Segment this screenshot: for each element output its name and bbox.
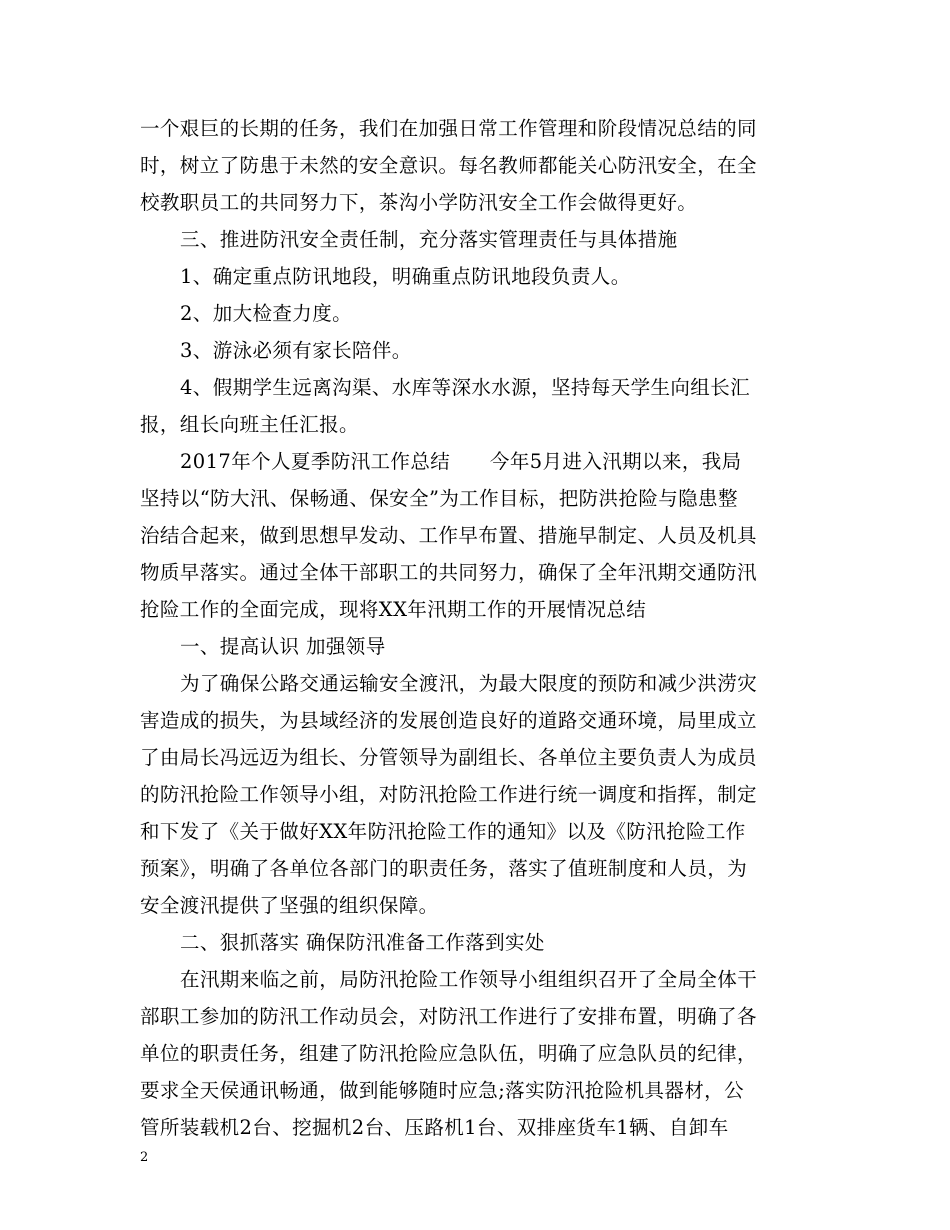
text-line: 时，树立了防患于未然的安全意识。每名教师都能关心防汛安全，在全 <box>140 154 757 177</box>
text-line: 预案》，明确了各单位各部门的职责任务，落实了值班制度和人员，为 <box>140 857 748 880</box>
text-line: 坚持以“防大汛、保畅通、保安全”为工作目标，把防洪抢险与隐患整 <box>140 487 738 510</box>
text-line: 单位的职责任务，组建了防汛抢险应急队伍，明确了应急队员的纪律， <box>140 1042 757 1065</box>
text-line: 为了确保公路交通运输安全渡汛，为最大限度的预防和减少洪涝灾 <box>180 672 758 695</box>
text-line: 在汛期来临之前，局防汛抢险工作领导小组组织召开了全局全体干 <box>180 968 758 991</box>
text-line: 2017年个人夏季防汛工作总结 今年5月进入汛期以来，我局 <box>180 450 742 473</box>
text-line: 要求全天侯通讯畅通，做到能够随时应急;落实防汛抢险机具器材，公 <box>140 1079 744 1102</box>
text-line: 报，组长向班主任汇报。 <box>140 413 359 436</box>
text-line: 抢险工作的全面完成，现将XX年汛期工作的开展情况总结 <box>140 598 647 621</box>
text-line: 的防汛抢险工作领导小组，对防汛抢险工作进行统一调度和指挥，制定 <box>140 783 757 806</box>
list-item: 3、游泳必须有家长陪伴。 <box>180 339 412 362</box>
page-number: 2 <box>140 1150 149 1165</box>
text-line: 部职工参加的防汛工作动员会，对防汛工作进行了安排布置，明确了各 <box>140 1005 757 1028</box>
section-heading: 三、推进防汛安全责任制，充分落实管理责任与具体措施 <box>180 228 678 251</box>
text-line: 校教职员工的共同努力下，茶沟小学防汛安全工作会做得更好。 <box>140 191 698 214</box>
section-heading: 一、提高认识 加强领导 <box>180 635 386 658</box>
text-line: 物质早落实。通过全体干部职工的共同努力，确保了全年汛期交通防汛 <box>140 561 757 584</box>
list-item: 4、假期学生远离沟渠、水库等深水水源，坚持每天学生向组长汇 <box>180 376 751 399</box>
list-item: 1、确定重点防讯地段，明确重点防讯地段负责人。 <box>180 265 631 288</box>
text-line: 了由局长冯远迈为组长、分管领导为副组长、各单位主要负责人为成员 <box>140 746 757 769</box>
list-item: 2、加大检查力度。 <box>180 302 353 325</box>
text-line: 和下发了《关于做好XX年防汛抢险工作的通知》以及《防汛抢险工作 <box>140 820 746 843</box>
text-line: 安全渡汛提供了坚强的组织保障。 <box>140 894 439 917</box>
text-line: 害造成的损失，为县域经济的发展创造良好的道路交通环境，局里成立 <box>140 709 757 732</box>
text-line: 一个艰巨的长期的任务，我们在加强日常工作管理和阶段情况总结的同 <box>140 117 757 140</box>
section-heading: 二、狠抓落实 确保防汛准备工作落到实处 <box>180 931 545 954</box>
text-line: 管所装载机2台、挖掘机2台、压路机1台、双排座货车1辆、自卸车 <box>140 1116 729 1139</box>
text-line: 治结合起来，做到思想早发动、工作早布置、措施早制定、人员及机具 <box>140 524 757 547</box>
